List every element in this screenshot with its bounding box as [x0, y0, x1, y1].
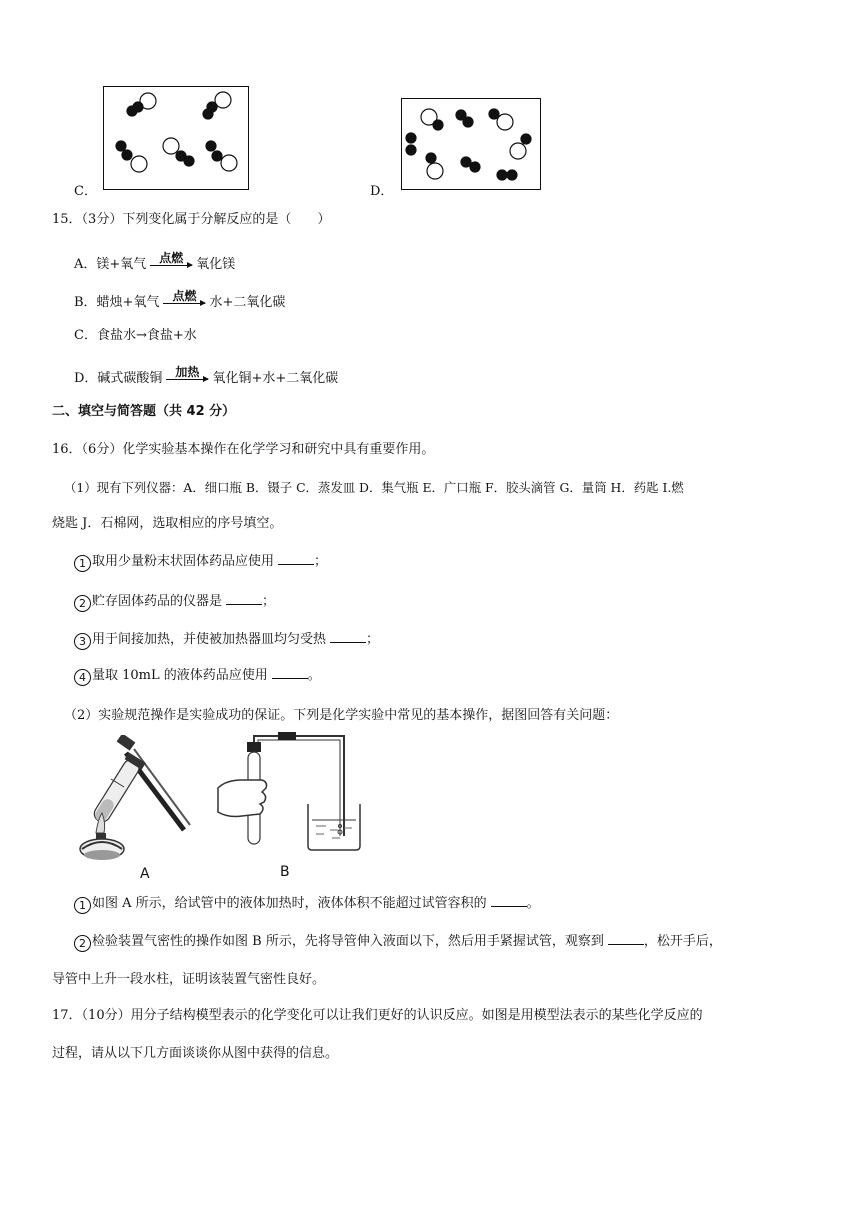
option-d-molecule-diagram — [401, 98, 541, 190]
section-heading: 二、填空与简答题（共 42 分） — [52, 404, 236, 419]
answer-blank[interactable] — [330, 630, 366, 643]
question-15-option-a: A．镁+氧气 点燃 氧化镁 — [74, 251, 236, 272]
option-d-label: D． — [370, 184, 394, 199]
option-c-label: C． — [74, 184, 97, 199]
question-15-option-b: B．蜡烛+氧气 点燃 水+二氧化碳 — [74, 289, 286, 310]
question-16-sub2: 2 贮存固体药品的仪器是 ； — [74, 592, 275, 612]
figure-b-label: B — [280, 864, 290, 880]
question-16-sub3: 3 用于间接加热，并使被加热器皿均匀受热 ； — [74, 630, 379, 650]
question-16-stem: 16．（6分）化学实验基本操作在化学学习和研究中具有重要作用。 — [52, 442, 435, 457]
question-16-part1-line1: （1）现有下列仪器：A．细口瓶 B．镊子 C．蒸发皿 D．集气瓶 E．广口瓶 F．胶头滴管 G．量筒 H．药匙 I.燃 — [64, 480, 684, 495]
answer-blank[interactable] — [491, 894, 527, 907]
question-16-part2: （2）实验规范操作是实验成功的保证。下列是化学实验中常见的基本操作，据图回答有关问题： — [64, 708, 619, 723]
question-15-option-d: D．碱式碳酸铜 加热 氧化铜+水+二氧化碳 — [74, 365, 339, 386]
question-17-line2: 过程，请从以下几方面谈谈你从图中获得的信息。 — [52, 1046, 339, 1061]
question-15-option-c: C．食盐水→食盐+水 — [74, 328, 197, 343]
reaction-condition-arrow: 加热 — [164, 366, 210, 386]
question-16-part1-line2: 烧匙 J．石棉网，选取相应的序号填空。 — [52, 516, 283, 531]
question-16-part2-sub2: 2 检验装置气密性的操作如图 B 所示，先将导管伸入液面以下，然后用手紧握试管，观察到 ，松开手后， — [74, 932, 722, 952]
figure-b-airtightness-check — [216, 728, 366, 858]
answer-blank[interactable] — [278, 552, 314, 565]
answer-blank[interactable] — [272, 666, 308, 679]
answer-blank[interactable] — [608, 932, 644, 945]
question-16-sub1: 1 取用少量粉末状固体药品应使用 ； — [74, 552, 327, 572]
question-16-part2-sub1: 1 如图 A 所示，给试管中的液体加热时，液体体积不能超过试管容积的 。 — [74, 894, 540, 914]
reaction-condition-arrow: 点燃 — [161, 290, 207, 310]
figure-a-heating-test-tube — [74, 735, 204, 865]
reaction-condition-arrow: 点燃 — [148, 252, 194, 272]
question-17-line1: 17．（10分）用分子结构模型表示的化学变化可以让我们更好的认识反应。如图是用模型法表示的某些化学反应的 — [52, 1008, 703, 1023]
question-16-sub4: 4 量取 10mL 的液体药品应使用 。 — [74, 666, 321, 686]
option-c-molecule-diagram — [103, 86, 249, 190]
question-16-part2-sub2-line2: 导管中上升一段水柱，证明该装置气密性良好。 — [52, 972, 326, 987]
answer-blank[interactable] — [226, 592, 262, 605]
question-15-stem: 15．（3分）下列变化属于分解反应的是（ ） — [52, 212, 331, 227]
figure-a-label: A — [140, 866, 150, 882]
